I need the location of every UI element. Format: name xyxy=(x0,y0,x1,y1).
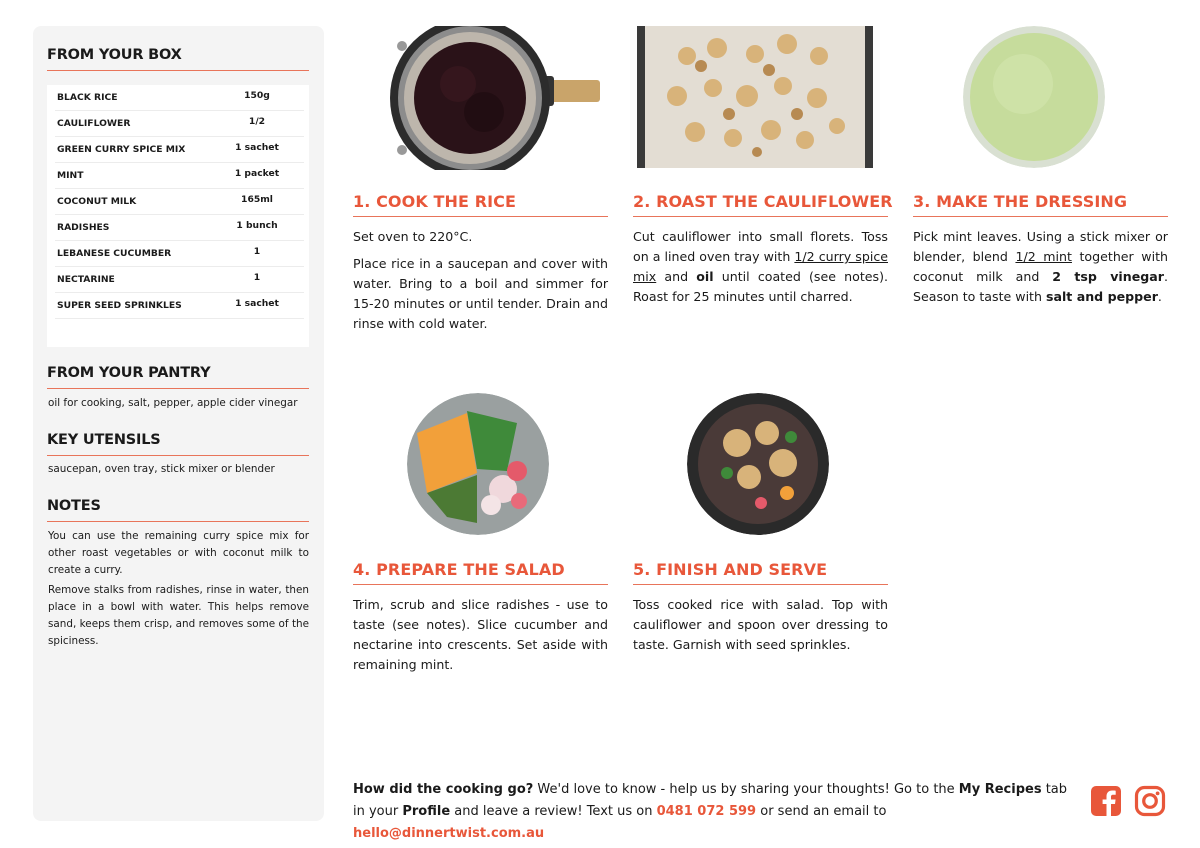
ingredient-quantity: 150g xyxy=(244,90,270,101)
ingredient-name: COCONUT MILK xyxy=(57,196,137,207)
ingredient-name: RADISHES xyxy=(57,222,110,233)
mint-amount: 1/2 mint xyxy=(1015,249,1072,264)
ingredient-name: CAULIFLOWER xyxy=(57,118,131,129)
from-your-box-heading: FROM YOUR BOX xyxy=(47,47,182,63)
mint-dressing-photo xyxy=(963,26,1105,168)
step-5-title: 5. FINISH AND SERVE xyxy=(633,560,828,579)
pantry-text: oil for cooking, salt, pepper, apple cider vinegar xyxy=(48,397,298,409)
step-3-title: 3. MAKE THE DRESSING xyxy=(913,192,1128,211)
notes-paragraph: You can use the remaining curry spice mix for other roast vegetables or with coconut milk to create a curry. xyxy=(48,530,309,576)
rice-strainer-photo xyxy=(380,26,602,170)
ingredient-name: MINT xyxy=(57,170,84,181)
ingredient-name: GREEN CURRY SPICE MIX xyxy=(57,144,186,155)
ingredient-quantity: 165ml xyxy=(241,194,273,205)
email-link[interactable]: hello@dinnertwist.com.au xyxy=(353,826,545,841)
ingredient-name: LEBANESE CUCUMBER xyxy=(57,248,172,259)
step-2-text: Cut cauliflower into small florets. Toss on a lined oven tray with 1/2 curry spice mix and oil until coated (see notes). Roast for 25 minutes until charred. xyxy=(633,229,889,304)
step-rule xyxy=(633,584,888,585)
finished-dish-photo xyxy=(687,393,829,535)
notes-paragraph: Remove stalks from radishes, rinse in water, then place in a bowl with water. This helps remove sand, keeps them crisp, and removes some of the spiciness. xyxy=(48,584,309,647)
heading-rule xyxy=(47,388,309,389)
feedback-footer: How did the cooking go? We'd love to know - help us by sharing your thoughts! Go to the My Recipes tab in your Profile and leave a review! Text us on 0481 072 599 or send an email to hello@dinnertwist.com.au xyxy=(353,782,1068,841)
box-ingredients-table xyxy=(47,85,309,347)
ingredient-row xyxy=(55,137,304,163)
utensils-text: saucepan, oven tray, stick mixer or blender xyxy=(48,463,275,475)
step-1-text xyxy=(353,227,608,341)
ingredient-row xyxy=(55,293,304,319)
ingredients-sidebar xyxy=(33,26,324,821)
cauliflower-tray-photo xyxy=(637,26,873,168)
ingredient-row xyxy=(55,267,304,293)
ingredient-row xyxy=(55,163,304,189)
ingredient-row xyxy=(55,241,304,267)
salad-bowl-photo xyxy=(407,393,549,535)
profile-label: Profile xyxy=(402,804,451,819)
step-4-text: Trim, scrub and slice radishes - use to taste (see notes). Slice cucumber and nectarine into crescents. Set aside with remaining mint. xyxy=(353,597,608,672)
ingredient-quantity: 1 xyxy=(253,246,261,257)
notes-heading: NOTES xyxy=(47,498,101,514)
key-utensils-heading: KEY UTENSILS xyxy=(47,432,161,448)
from-your-pantry-heading: FROM YOUR PANTRY xyxy=(47,365,211,381)
heading-rule xyxy=(47,455,309,456)
ingredient-name: NECTARINE xyxy=(57,274,115,285)
heading-rule xyxy=(47,521,309,522)
step-3-text: Pick mint leaves. Using a stick mixer or blender, blend 1/2 mint together with coconut milk and 2 tsp vinegar. Season to taste with salt and pepper. xyxy=(913,229,1168,304)
instagram-icon[interactable] xyxy=(1134,785,1166,817)
ingredient-quantity: 1 packet xyxy=(234,168,280,179)
ingredient-row xyxy=(55,215,304,241)
ingredient-row xyxy=(55,85,304,111)
ingredient-row xyxy=(55,111,304,137)
heading-rule xyxy=(47,70,309,71)
ingredient-quantity: 1 xyxy=(253,272,261,283)
spice-mix-amount: 1/2 curry spice mix xyxy=(633,249,888,284)
step-1-paragraph: Set oven to 220°C. xyxy=(353,229,473,244)
ingredient-quantity: 1/2 xyxy=(248,116,266,127)
step-5-text: Toss cooked rice with salad. Top with cauliflower and spoon over dressing to taste. Garnish with seed sprinkles. xyxy=(633,597,888,652)
ingredient-quantity: 1 sachet xyxy=(235,298,279,309)
ingredient-quantity: 1 bunch xyxy=(236,220,278,231)
step-2-title: 2. ROAST THE CAULIFLOWER xyxy=(633,192,893,211)
step-rule xyxy=(913,216,1168,217)
step-rule xyxy=(353,584,608,585)
phone-link[interactable]: 0481 072 599 xyxy=(656,804,757,819)
ingredient-quantity: 1 sachet xyxy=(235,142,279,153)
ingredient-row xyxy=(55,189,304,215)
facebook-icon[interactable] xyxy=(1090,785,1122,817)
step-1-paragraph: Place rice in a saucepan and cover with water. Bring to a boil and simmer for 15-20 minutes or until tender. Drain and rinse with cold water. xyxy=(353,256,608,331)
ingredient-name: SUPER SEED SPRINKLES xyxy=(57,300,182,311)
feedback-question: How did the cooking go? xyxy=(353,782,534,797)
step-rule xyxy=(633,216,888,217)
my-recipes-label: My Recipes xyxy=(958,782,1042,797)
step-4-title: 4. PREPARE THE SALAD xyxy=(353,560,565,579)
ingredient-name: BLACK RICE xyxy=(57,92,118,103)
step-rule xyxy=(353,216,608,217)
step-1-title: 1. COOK THE RICE xyxy=(353,192,517,211)
